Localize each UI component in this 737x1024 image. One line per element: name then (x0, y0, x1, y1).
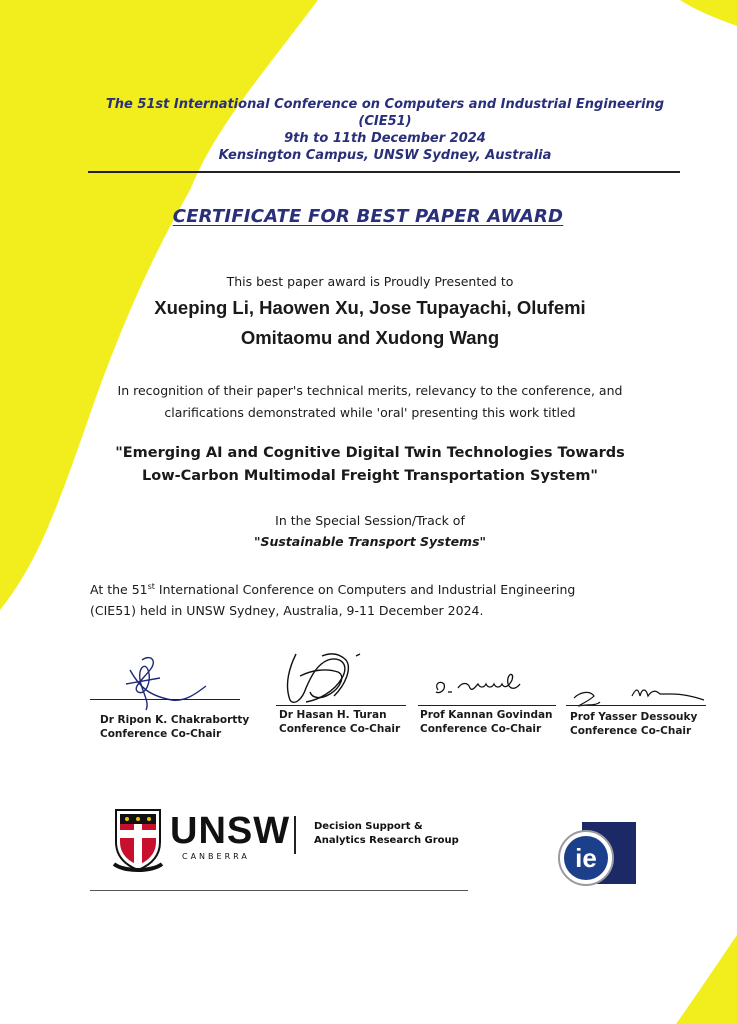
signatory-2-role: Conference Co-Chair (279, 723, 401, 735)
signatory-3-role: Conference Co-Chair (420, 723, 542, 735)
signatory-4 (566, 705, 706, 706)
signature-turan (288, 654, 360, 702)
signatory-3-label (420, 708, 553, 736)
session-intro: In the Special Session/Track of (275, 513, 465, 528)
conference-line-2: (CIE51) held in UNSW Sydney, Australia, 9-11 December 2024. (90, 603, 484, 619)
paper-title (90, 442, 650, 488)
signature-line (418, 705, 556, 706)
header-divider (88, 171, 680, 173)
signature-dessouky (574, 690, 704, 706)
paper-title-line-1: "Emerging AI and Cognitive Digital Twin Technologies Towards (115, 445, 625, 461)
conference-acronym: (CIE51) (358, 114, 412, 129)
dsarg-logo-text (314, 820, 459, 848)
certificate-title: CERTIFICATE FOR BEST PAPER AWARD (172, 206, 564, 227)
session-block (80, 510, 660, 552)
session-name: "Sustainable Transport Systems" (253, 534, 487, 549)
signatory-1-label (100, 713, 249, 741)
footer-rule (90, 890, 468, 891)
signature-govindan (436, 674, 520, 692)
author-names (80, 293, 660, 353)
authors-line-2: Omitaomu and Xudong Wang (240, 327, 500, 348)
presented-text: This best paper award is Proudly Presented to (226, 274, 514, 289)
unsw-canberra-text: CANBERRA (182, 852, 250, 861)
signatory-4-name: Prof Yasser Dessouky (570, 711, 698, 723)
signatory-4-label (570, 710, 697, 738)
authors-line-1: Xueping Li, Haowen Xu, Jose Tupayachi, Olufemi (154, 297, 586, 318)
conference-name: The 51st International Conference on Computers and Industrial Engineering (105, 97, 665, 112)
signatory-3 (418, 705, 556, 706)
conference-venue: Kensington Campus, UNSW Sydney, Australia (218, 148, 552, 163)
conference-line-1 (90, 576, 660, 600)
logo-divider (294, 816, 296, 854)
conference-header (90, 96, 680, 164)
unsw-crest-logo (112, 806, 164, 872)
conference-dates: 9th to 11th December 2024 (284, 131, 486, 146)
ie-logo-text: ie (575, 843, 597, 873)
signatory-1 (92, 699, 240, 700)
signature-chakrabortty (126, 658, 206, 710)
dsarg-line-1: Decision Support & (314, 821, 423, 832)
signature-line (90, 699, 240, 700)
signatory-4-role: Conference Co-Chair (570, 725, 692, 737)
ie-institute-logo (556, 822, 638, 888)
signature-line (276, 705, 406, 706)
ordinal-suffix: st (147, 582, 155, 591)
recognition-line-2: clarifications demonstrated while 'oral' presenting this work titled (164, 405, 576, 420)
unsw-wordmark: UNSW (170, 810, 291, 852)
conference-text-part2: International Conference on Computers and Industrial Engineering (154, 582, 576, 598)
signatory-3-name: Prof Kannan Govindan (420, 709, 553, 721)
paper-title-line-2: Low-Carbon Multimodal Freight Transportation System" (142, 468, 598, 484)
conference-text-part1: At the 51 (90, 582, 148, 598)
signatory-2-name: Dr Hasan H. Turan (279, 709, 387, 721)
signatory-2 (276, 705, 406, 706)
signatory-2-label (279, 708, 400, 736)
recognition-line-1: In recognition of their paper's technical merits, relevancy to the conference, and (117, 383, 623, 398)
signatory-1-role: Conference Co-Chair (100, 728, 222, 740)
recognition-text (60, 380, 680, 424)
signature-line (566, 705, 706, 706)
dsarg-line-2: Analytics Research Group (314, 835, 459, 846)
signatory-1-name: Dr Ripon K. Chakrabortty (100, 714, 250, 726)
conference-statement (90, 576, 660, 621)
